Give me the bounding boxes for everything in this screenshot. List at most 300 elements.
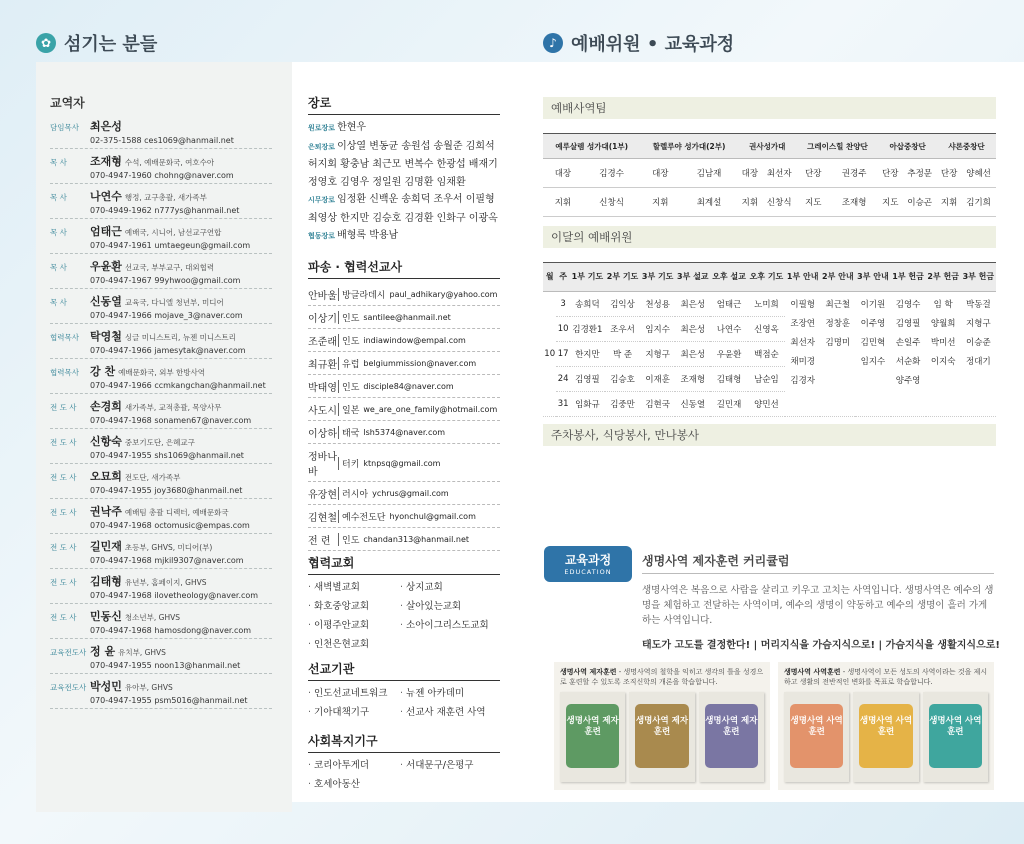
committee-cell: 지형구 (640, 342, 675, 367)
choir-cell: 대장 (738, 159, 762, 188)
staff-item (50, 604, 272, 639)
staff-role: 목 사 (50, 228, 67, 237)
missionary-item (308, 398, 500, 421)
staff-email: mojave_3@naver.com (154, 311, 243, 320)
ministry-caption: 생명사역 사역훈련 - 생명사역이 모든 성도의 사역이라는 것을 제시하고 생활의 전반적인 변화를 목표로 학습합니다. (784, 668, 988, 686)
ministry-books (778, 692, 994, 782)
committee-group-cell (855, 292, 890, 417)
staff-item (50, 569, 272, 604)
committee-name: 이승준 (966, 338, 991, 348)
staff-email: noon13@hanmail.net (154, 661, 241, 670)
committee-name: 김경자 (790, 376, 815, 386)
staff-contact (90, 556, 272, 565)
book-title: 생명사역 제자훈련 (635, 716, 689, 737)
staff-phone: 070-4947-1966 (90, 381, 152, 390)
staff-name-line (90, 258, 272, 274)
staff-duty: 싱글 미니스트리, 뉴젠 미니스트리 (124, 333, 236, 342)
staff-info (90, 608, 272, 635)
staff-role: 전 도 사 (50, 543, 77, 552)
partner-church: · 이평주안교회 (308, 617, 400, 631)
staff-name: 김태형 (90, 575, 122, 588)
staff-info (90, 468, 272, 495)
staff-name-line (90, 503, 272, 519)
staff-info (90, 643, 272, 670)
committee-name: 최근철 (825, 300, 851, 310)
staff-duty: 유치부, GHVS (118, 648, 166, 657)
book-title: 생명사역 사역훈련 (859, 716, 913, 737)
staff-duty: 중보기도단, 은혜교구 (124, 438, 195, 447)
staff-name: 우윤환 (90, 260, 122, 273)
elders-section (308, 94, 500, 246)
missionary-name: 이상하 (308, 429, 337, 440)
committee-group-cell (926, 292, 961, 417)
choir-cell: 권경주 (830, 159, 878, 188)
committee-name: 박미선 (930, 338, 956, 348)
staff-info (90, 118, 272, 145)
committee-header: 3부 안내 (855, 263, 890, 292)
staff-role: 전 도 사 (50, 508, 77, 517)
choir-cell: 지도 (878, 188, 902, 217)
staff-name: 길민재 (90, 540, 122, 553)
choir-cell: 신창식 (762, 188, 797, 217)
staff-contact (90, 206, 272, 215)
staff-email: n777ys@hanmail.net (154, 206, 240, 215)
choir-cell: 지휘 (640, 188, 680, 217)
elder-group (308, 138, 500, 192)
book-title: 생명사역 사역훈련 (929, 716, 982, 737)
book-cover (923, 692, 988, 782)
staff-contact (90, 521, 272, 530)
missionary-item (308, 505, 500, 528)
committee-cell: 나연수 (710, 317, 747, 342)
committee-name: 김민혁 (860, 338, 886, 348)
choir-cell: 조재형 (830, 188, 878, 217)
committee-cell: 최은성 (675, 317, 710, 342)
ministry-training-box (778, 662, 994, 790)
missionary-name: 전 련 (308, 536, 331, 547)
choir-cell: 신창식 (583, 188, 641, 217)
staff-name: 최은성 (90, 120, 122, 133)
missionary-email: paul_adhikary@yahoo.com (389, 290, 498, 299)
choir-header: 할렐루야 성가대(2부) (640, 134, 737, 159)
partner-church: · 새벽별교회 (308, 579, 400, 593)
committee-header: 1부 헌금 (891, 263, 926, 292)
committee-cell: 김승호 (605, 367, 640, 392)
staff-duty: 초등부, GHVS, 미디어(부) (124, 543, 213, 552)
choir-header: 예루살렘 성가대(1부) (543, 134, 640, 159)
staff-phone: 070-4947-1966 (90, 311, 152, 320)
committee-header: 주 (556, 263, 569, 292)
committee-cell: 김경환1 (570, 317, 605, 342)
staff-email: ccmkangchan@hanmail.net (154, 381, 266, 390)
staff-phone: 070-4947-1955 (90, 451, 152, 460)
staff-phone: 070-4947-1961 (90, 241, 152, 250)
staff-contact (90, 626, 272, 635)
staff-item (50, 184, 272, 219)
worship-section-title: ♪ 예배위원 • 교육과정 (543, 30, 734, 56)
choir-cell: 단장 (937, 159, 961, 188)
staff-name-line (90, 293, 272, 309)
welfare-org: · 서대문구/은평구 (400, 757, 500, 771)
committee-header: 2부 안내 (820, 263, 855, 292)
staff-info (90, 398, 272, 425)
committee-header: 1부 안내 (785, 263, 820, 292)
partner-churches-heading: 협력교회 (308, 554, 500, 575)
choir-cell: 지도 (797, 188, 830, 217)
committee-name: 채미경 (790, 357, 815, 367)
committee-cell: 엄태근 (710, 292, 747, 317)
staff-phone: 070-4947-1968 (90, 556, 152, 565)
committee-cell: 김중만 (605, 392, 640, 417)
welfare-org: · 코리아투게더 (308, 757, 400, 771)
staff-contact (90, 276, 272, 285)
staff-info (90, 503, 272, 530)
welfare-org: · 호세아동산 (308, 776, 400, 790)
staff-item (50, 499, 272, 534)
missionary-email: ychrus@gmail.com (372, 489, 449, 498)
partner-church: · 상지교회 (400, 579, 500, 593)
education-title: 생명사역 제자훈련 커리큘럼 (642, 552, 994, 574)
committee-cell: 남순임 (748, 367, 785, 392)
committee-cell: 양민선 (748, 392, 785, 417)
staff-duty: 예배문화국, 외부 한방사역 (118, 368, 205, 377)
missionary-country: 예수전도단 (338, 510, 385, 523)
staff-email: 99yhwoo@gmail.com (154, 276, 241, 285)
missionary-country: 터키 (338, 457, 359, 470)
staff-heading: 교역자 (50, 96, 85, 110)
elder-tag: 협동장로 (308, 232, 336, 240)
staff-info (90, 573, 272, 600)
staff-name-line (90, 608, 272, 624)
staff-item (50, 639, 272, 674)
staff-info (90, 188, 272, 215)
staff-duty: 유아부, GHVS (124, 683, 173, 692)
choir-cell: 김경수 (583, 159, 641, 188)
discipleship-training-box (554, 662, 770, 790)
staff-role: 전 도 사 (50, 403, 77, 412)
staff-phone: 070-4947-1955 (90, 661, 152, 670)
committee-header: 오후 설교 (710, 263, 747, 292)
missionary-country: 인도 (338, 380, 359, 393)
choir-cell: 김기희 (961, 188, 996, 217)
staff-phone: 070-4949-1962 (90, 206, 152, 215)
staff-item (50, 394, 272, 429)
staff-phone: 070-4947-1955 (90, 486, 152, 495)
committee-cell: 김영필 (570, 367, 605, 392)
missionary-email: chandan313@hanmail.net (363, 535, 470, 544)
staff-name: 오묘희 (90, 470, 122, 483)
education-description: 생명사역은 복음으로 사람을 살리고 키우고 고치는 사역입니다. 생명사역은 예수의 생명을 체험하고 전달하는 사역이며, 예수의 생명이 약동하고 예수의 생명이 흘러 가게 하는 사역입니다. (642, 585, 994, 626)
committee-cell: 김태형 (710, 367, 747, 392)
staff-role: 교육전도사 (50, 648, 87, 657)
staff-phone: 070-4947-1968 (90, 591, 152, 600)
committee-group-cell (820, 292, 855, 417)
missionary-country: 태국 (338, 426, 359, 439)
staff-name-line (90, 398, 272, 414)
staff-contact (90, 136, 272, 145)
staff-name-line (90, 328, 272, 344)
staff-phone: 070-4947-1960 (90, 171, 152, 180)
staff-contact (90, 451, 272, 460)
missionary-name: 조준래 (308, 337, 337, 348)
staff-name: 권낙주 (90, 505, 122, 518)
committee-header: 2부 헌금 (926, 263, 961, 292)
staff-item (50, 219, 272, 254)
missionary-item (308, 306, 500, 329)
staff-duty: 수석, 예배문화국, 여호수아 (124, 158, 215, 167)
staff-email: octomusic@empas.com (154, 521, 250, 530)
staff-info (90, 258, 272, 285)
committee-cell: 우윤환 (710, 342, 747, 367)
staff-duty: 새가족부, 교적총괄, 목양사무 (124, 403, 222, 412)
committee-name: 손일주 (895, 338, 921, 348)
staff-name-line (90, 678, 272, 694)
choir-cell: 지휘 (937, 188, 961, 217)
staff-name-line (90, 223, 272, 239)
serving-section-title: ✿ 섬기는 분들 (36, 30, 157, 56)
staff-phone: 070-4947-1966 (90, 346, 152, 355)
staff-item (50, 254, 272, 289)
discipleship-caption: 생명사역 제자훈련 - 생명사역의 철학을 익히고 생각의 틀을 성경으로 훈련할 수 있도록 조직신학의 개론을 학습합니다. (560, 668, 764, 686)
elder-names: 임정환 신백운 송희덕 조우서 이필형 최영상 한지만 김승호 김경환 인화구 이광옥 (308, 194, 498, 224)
staff-role: 전 도 사 (50, 613, 77, 622)
committee-cell: 신영옥 (748, 317, 785, 342)
staff-name-line (90, 643, 272, 659)
committee-name: 이필형 (790, 300, 815, 310)
staff-email: hamosdong@naver.com (154, 626, 252, 635)
staff-name: 신항숙 (90, 435, 122, 448)
staff-role: 전 도 사 (50, 438, 77, 447)
staff-contact (90, 696, 272, 705)
staff-duty: 선교국, 부부교구, 대외협력 (124, 263, 215, 272)
missionary-email: indiawindow@empal.com (363, 336, 466, 345)
mission-org: · 기아대책기구 (308, 704, 400, 718)
choir-cell: 양혜선 (961, 159, 996, 188)
committee-cell: 노미희 (748, 292, 785, 317)
staff-item (50, 429, 272, 464)
staff-role: 전 도 사 (50, 473, 77, 482)
missionary-country: 방글라데시 (338, 288, 385, 301)
elder-tag: 은퇴장로 (308, 142, 336, 151)
committee-header: 오후 기도 (748, 263, 785, 292)
committee-row (543, 292, 996, 317)
staff-contact (90, 591, 272, 600)
choir-cell: 단장 (878, 159, 902, 188)
book-cover (699, 692, 764, 782)
staff-email: ilovetheology@naver.com (154, 591, 259, 600)
monthly-committee-heading: 이달의 예배위원 (543, 226, 996, 248)
missionary-country: 인도 (338, 533, 359, 546)
staff-email: umtaegeun@gmail.com (154, 241, 251, 250)
book-title: 생명사역 제자훈련 (705, 716, 758, 737)
committee-name: 김명미 (825, 338, 851, 348)
missionaries-section (308, 258, 500, 551)
staff-contact (90, 171, 272, 180)
staff-list (50, 114, 272, 709)
committee-cell: 31 (556, 392, 569, 417)
staff-role: 목 사 (50, 263, 67, 272)
staff-phone: 070-4947-1955 (90, 696, 152, 705)
worship-team-table (543, 133, 996, 217)
staff-name: 손경희 (90, 400, 122, 413)
missionary-item (308, 329, 500, 352)
mission-org: · 인도선교네트워크 (308, 685, 400, 699)
missionary-email: santilee@hanmail.net (363, 313, 451, 322)
committee-name: 임지수 (860, 357, 886, 367)
committee-cell: 임지수 (640, 317, 675, 342)
staff-role: 목 사 (50, 298, 67, 307)
missionary-country: 일본 (338, 403, 359, 416)
partner-churches-list (308, 579, 500, 650)
staff-contact (90, 661, 272, 670)
elder-group (308, 191, 500, 227)
staff-contact (90, 241, 272, 250)
missionary-email: we_are_one_family@hotmail.com (363, 405, 498, 414)
staff-info (90, 433, 272, 460)
missionary-item (308, 283, 500, 306)
staff-duty: 청소년부, GHVS (124, 613, 180, 622)
staff-name: 박성민 (90, 680, 122, 693)
staff-role: 목 사 (50, 158, 67, 167)
book-cover (629, 692, 694, 782)
staff-contact (90, 311, 272, 320)
choir-cell: 추정문 (902, 159, 937, 188)
choir-cell: 김남재 (680, 159, 738, 188)
elder-tag: 시무장로 (308, 196, 336, 204)
committee-cell: 신동열 (675, 392, 710, 417)
choir-row (543, 159, 996, 188)
elder-names: 이상열 변동균 송원섭 송월준 김희석 허지회 황충남 최근모 변복수 한광섭 배재기 정영호 김영우 정일원 김명환 임채환 (308, 140, 498, 188)
committee-cell: 백점순 (748, 342, 785, 367)
staff-role: 협력목사 (50, 368, 79, 377)
committee-cell: 최은성 (675, 292, 710, 317)
committee-cell: 10 (556, 317, 569, 342)
missionary-item (308, 421, 500, 444)
choir-cell: 대장 (543, 159, 583, 188)
partner-church: · 화호중앙교회 (308, 598, 400, 612)
committee-name: 서순화 (895, 357, 921, 367)
education-badge: 교육과정 EDUCATION (544, 546, 632, 582)
committee-cell: 최은성 (675, 342, 710, 367)
staff-role: 협력목사 (50, 333, 79, 342)
committee-cell: 송희덕 (570, 292, 605, 317)
committee-header: 3부 헌금 (961, 263, 996, 292)
choir-cell: 지휘 (738, 188, 762, 217)
missionary-item (308, 352, 500, 375)
staff-item (50, 149, 272, 184)
missionary-email: belgiummission@naver.com (363, 359, 477, 368)
choir-cell: 최계설 (680, 188, 738, 217)
staff-email: chohng@naver.com (154, 171, 234, 180)
committee-group-cell (891, 292, 926, 417)
missionaries-list (308, 283, 500, 551)
staff-name-line (90, 118, 272, 134)
dove-icon: ✿ (36, 33, 56, 53)
staff-name: 조재형 (90, 155, 122, 168)
staff-duty: 유년부, 홈페이지, GHVS (124, 578, 207, 587)
book-cover (853, 692, 918, 782)
missionary-item (308, 528, 500, 551)
committee-cell: 김익상 (605, 292, 640, 317)
missionary-name: 사도시 (308, 406, 337, 417)
staff-item (50, 289, 272, 324)
service-bar: 주차봉사, 식당봉사, 만나봉사 (543, 424, 996, 446)
staff-name-line (90, 188, 272, 204)
staff-email: jamesytak@naver.com (154, 346, 246, 355)
missionary-email: ktnpsq@gmail.com (363, 458, 441, 468)
staff-name: 엄태근 (90, 225, 122, 238)
committee-header: 2부 기도 (605, 263, 640, 292)
committee-header: 월 (543, 263, 556, 292)
staff-phone: 070-4947-1967 (90, 276, 152, 285)
committee-name: 김영수 (895, 300, 921, 310)
partner-church: · 살아있는교회 (400, 598, 500, 612)
staff-name-line (90, 468, 272, 484)
missionary-name: 정바나바 (308, 452, 337, 478)
staff-info (90, 678, 272, 705)
elder-group (308, 227, 500, 246)
staff-phone: 070-4947-1968 (90, 626, 152, 635)
missionary-name: 안바울 (308, 291, 337, 302)
committee-group-cell (785, 292, 820, 417)
partner-churches-section (308, 554, 500, 650)
missionary-country: 인도 (338, 334, 359, 347)
committee-cell: 임화규 (570, 392, 605, 417)
missionary-country: 인도 (338, 311, 359, 324)
choir-cell: 단장 (797, 159, 830, 188)
committee-cell: 박 준 (605, 342, 640, 367)
staff-email: sonamen67@naver.com (154, 416, 252, 425)
welfare-section (308, 732, 500, 790)
committee-cell: 3 (556, 292, 569, 317)
missionary-email: disciple84@naver.com (363, 382, 454, 391)
monthly-committee-table (543, 262, 996, 417)
staff-duty: 전도단, 새가족부 (124, 473, 181, 482)
staff-info (90, 223, 272, 250)
staff-item (50, 114, 272, 149)
staff-info (90, 328, 272, 355)
welfare-list (308, 757, 500, 790)
mission-orgs-list (308, 685, 500, 718)
staff-name: 민동신 (90, 610, 122, 623)
missionary-name: 유장현 (308, 490, 337, 501)
staff-contact (90, 346, 272, 355)
staff-phone: 070-4947-1968 (90, 416, 152, 425)
choir-header: 아삽중창단 (878, 134, 937, 159)
missionaries-heading: 파송 · 협력선교사 (308, 258, 500, 279)
missionary-name: 박태영 (308, 383, 337, 394)
staff-role: 목 사 (50, 193, 67, 202)
staff-contact (90, 486, 272, 495)
choir-header: 권사성가대 (738, 134, 797, 159)
staff-item (50, 534, 272, 569)
discipleship-books (554, 692, 770, 782)
committee-name: 최선자 (790, 338, 815, 348)
committee-cell: 한지만 (570, 342, 605, 367)
missionary-name: 김현철 (308, 513, 337, 524)
staff-name: 나연수 (90, 190, 122, 203)
missionary-name: 이상기 (308, 314, 337, 325)
choir-cell: 최선자 (762, 159, 797, 188)
staff-role: 교육전도사 (50, 683, 87, 692)
book-title: 생명사역 제자훈련 (566, 716, 619, 737)
elder-names: 배형록 박용남 (337, 230, 399, 241)
committee-name: 양월희 (930, 319, 956, 329)
committee-name: 양주영 (895, 376, 921, 386)
committee-name: 지형구 (966, 319, 991, 329)
missionary-email: hyonchul@gmail.com (389, 512, 476, 521)
staff-contact (90, 381, 272, 390)
